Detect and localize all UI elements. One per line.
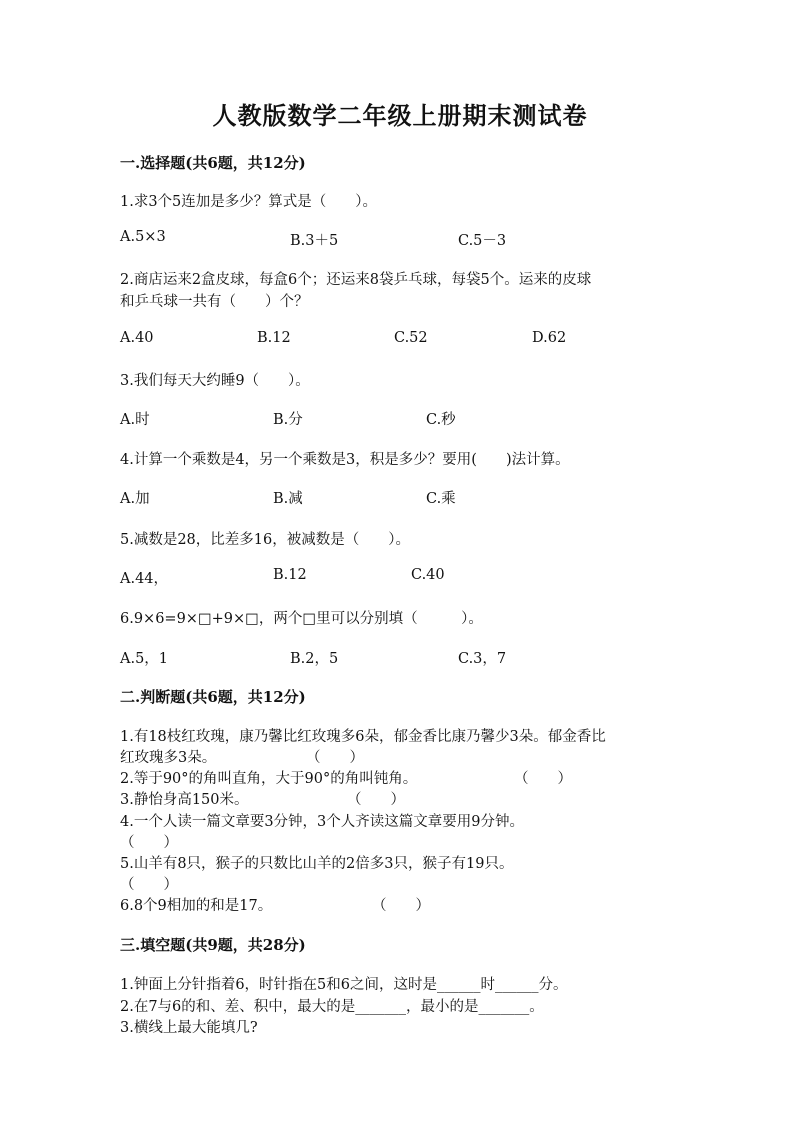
judge-question-4: 4.一个人读一篇文章要3分钟，3个人齐读这篇文章要用9分钟。 — [120, 814, 525, 830]
judge-question-3: 3.静怡身高150米。 — [120, 792, 249, 808]
choice-3-option-c: C.秒 — [426, 412, 456, 428]
choice-4-option-c: C.乘 — [426, 491, 456, 507]
judge-answer-parentheses-3: （ ） — [347, 792, 405, 808]
judge-answer-parentheses-2: （ ） — [514, 771, 572, 787]
choice-1-option-c: C.5－3 — [458, 233, 507, 249]
choice-question-4: 4.计算一个乘数是4，另一个乘数是3，积是多少？要用( )法计算。 — [120, 452, 570, 468]
choice-5-option-b: B.12 — [273, 567, 307, 583]
section-heading-fill: 三.填空题(共9题，共28分) — [120, 936, 306, 954]
judge-answer-parentheses-5: （ ） — [120, 877, 178, 893]
judge-answer-parentheses-6: （ ） — [372, 898, 430, 914]
choice-question-2-line-2: 和乒乓球一共有（ ）个？ — [120, 294, 309, 310]
choice-4-option-a: A.加 — [120, 491, 150, 507]
choice-4-option-b: B.减 — [273, 491, 303, 507]
choice-5-option-a: A.44， — [120, 571, 169, 587]
fill-question-3: 3.横线上最大能填几? — [120, 1020, 258, 1036]
choice-6-option-b: B.2，5 — [290, 651, 339, 667]
page-title: 人教版数学二年级上册期末测试卷 — [212, 101, 588, 130]
fill-question-2: 2.在7与6的和、差、积中，最大的是_______，最小的是_______。 — [120, 999, 544, 1015]
choice-5-option-c: C.40 — [411, 567, 445, 583]
choice-question-3: 3.我们每天大约睡9（ ）。 — [120, 373, 310, 389]
choice-2-option-a: A.40 — [120, 330, 154, 346]
choice-6-option-a: A.5，1 — [120, 651, 169, 667]
choice-question-2-line-1: 2.商店运来2盒皮球，每盒6个；还运来8袋乒乓球，每袋5个。运来的皮球 — [120, 272, 592, 288]
choice-1-option-b: B.3＋5 — [290, 233, 339, 249]
judge-answer-parentheses-4: （ ） — [120, 835, 178, 851]
choice-3-option-b: B.分 — [273, 412, 303, 428]
judge-question-2: 2.等于90°的角叫直角，大于90°的角叫钝角。 — [120, 771, 418, 787]
section-heading-judge: 二.判断题(共6题，共12分) — [120, 688, 306, 706]
choice-question-6: 6.9×6=9×□+9×□，两个□里可以分别填（ ）。 — [120, 611, 483, 627]
choice-2-option-b: B.12 — [257, 330, 291, 346]
section-heading-choice: 一.选择题(共6题，共12分) — [120, 154, 306, 172]
fill-question-1: 1.钟面上分针指着6，时针指在5和6之间，这时是______时______分。 — [120, 977, 568, 993]
judge-question-6: 6.8个9相加的和是17。 — [120, 898, 273, 914]
choice-question-5: 5.减数是28，比差多16，被减数是（ ）。 — [120, 532, 410, 548]
choice-2-option-c: C.52 — [394, 330, 428, 346]
choice-6-option-c: C.3，7 — [458, 651, 507, 667]
choice-2-option-d: D.62 — [532, 330, 567, 346]
judge-question-1-line-1: 1.有18枝红玫瑰，康乃馨比红玫瑰多6朵，郁金香比康乃馨少3朵。郁金香比 — [120, 729, 606, 745]
judge-question-1-line-2: 红玫瑰多3朵。 — [120, 750, 217, 766]
judge-question-5: 5.山羊有8只，猴子的只数比山羊的2倍多3只，猴子有19只。 — [120, 856, 514, 872]
choice-question-1: 1.求3个5连加是多少？算式是（ ）。 — [120, 194, 378, 210]
judge-answer-parentheses-1: （ ） — [306, 750, 364, 766]
choice-3-option-a: A.时 — [120, 412, 150, 428]
choice-1-option-a: A.5×3 — [120, 229, 166, 245]
